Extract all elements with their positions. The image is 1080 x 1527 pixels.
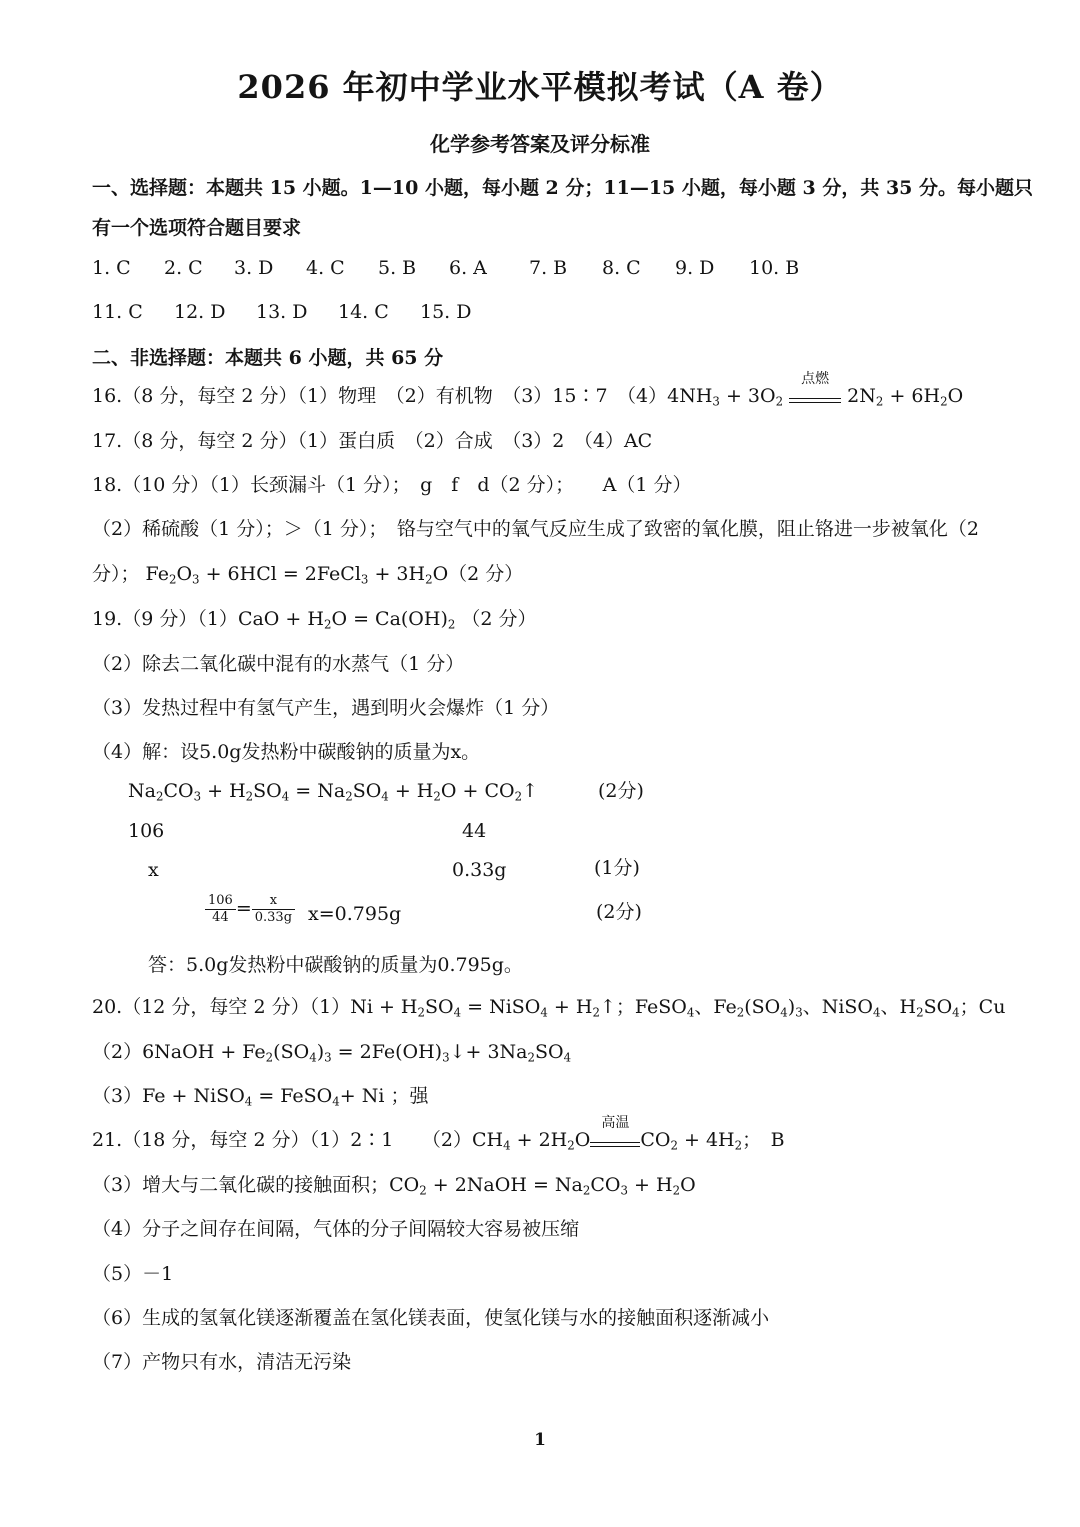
q21-line6: （7）产物只有水，清洁无污染 <box>92 1351 352 1373</box>
q20-line2: （2）6NaOH + $Fe_2(SO_4)_3$ = $2Fe(OH)_3↓+ 3Na_2SO_4$ <box>92 1041 572 1065</box>
q20-line1: 20.（12 分，每空 2 分）$(1)Ni + H_2SO_4$ = NiSO$_4$ + $H_2↑$；FeSO$_4$、$Fe_2(SO_4)_3$、NiSO$_4$、$H_2SO_4$；Cu <box>92 996 1006 1020</box>
mc-answer: 9. D <box>675 257 715 279</box>
q21-line2: （3）增大与二氧化碳的接触面积；$CO_2$ + 2NaOH = $Na_2CO_3 + H_2O$ <box>92 1174 696 1198</box>
mc-answers-row1 <box>92 255 799 281</box>
mc-answer: 1. C <box>92 257 131 279</box>
q18-line2: （2）稀硫酸（1 分）；＞（1 分）； 铬与空气中的氧气反应生成了致密的氧化膜，阻止铬进一步被氧化（2 <box>92 518 979 540</box>
section2-heading: 二、非选择题：本题共 6 小题，共 65 分 <box>92 347 444 369</box>
page-number: 1 <box>534 1430 546 1450</box>
unknown-variable: x <box>148 859 159 881</box>
mc-answer: 13. D <box>256 301 308 323</box>
mc-answer: 5. B <box>378 257 417 279</box>
q19-line2: （2）除去二氧化碳中混有的水蒸气（1 分） <box>92 653 465 675</box>
q17-answer: 17.（8 分，每空 2 分）（1）蛋白质 （2）合成 （3）2 （4）AC <box>92 430 653 452</box>
reaction-condition: 高温 <box>590 1132 640 1153</box>
proportion-equation: $\frac{106}{44}$ = $\frac{x}{0.33g}$ <box>205 893 295 926</box>
q21-line1: 21.（18 分，每空 2 分）（1）2∶1 $(2)CH_4 + 2H_2O$ 高温 $CO_2 + 4H_2$； B <box>92 1115 785 1153</box>
score-note: (2分) <box>596 901 642 923</box>
mc-answers-row2 <box>92 299 472 325</box>
q19-line4: （4）解：设5.0g发热粉中碳酸钠的质量为x。 <box>92 741 481 763</box>
page-title: 2026 年初中学业水平模拟考试（A 卷） <box>237 68 843 106</box>
reaction-condition: 点燃 <box>789 388 841 409</box>
chemical-equation: $Na_2CO_3 + H_2SO_4 = Na_2SO_4 + H_2O$ + $CO_2↑$ <box>128 780 538 804</box>
q21-line4: （5）－1 <box>92 1263 174 1285</box>
section1-heading-cont: 有一个选项符合题目要求 <box>92 217 302 239</box>
molar-mass-value: 106 <box>128 820 165 842</box>
given-mass: 0.33g <box>452 859 507 881</box>
mc-answer: 11. C <box>92 301 143 323</box>
mc-answer: 3. D <box>234 257 274 279</box>
mc-answer: 7. B <box>529 257 568 279</box>
mc-answer: 15. D <box>420 301 472 323</box>
q19-conclusion: 答：5.0g发热粉中碳酸钠的质量为0.795g。 <box>148 954 523 976</box>
mc-answer: 12. D <box>174 301 226 323</box>
mc-answer: 8. C <box>602 257 641 279</box>
mc-answer: 6. A <box>449 257 487 279</box>
score-note: (1分) <box>594 857 640 879</box>
q21-line5: （6）生成的氢氧化镁逐渐覆盖在氢化镁表面，使氢化镁与水的接触面积逐渐减小 <box>92 1307 770 1329</box>
score-note: (2分) <box>598 780 644 802</box>
q19-line3: （3）发热过程中有氢气产生，遇到明火会爆炸（1 分） <box>92 697 560 719</box>
q16-answer: 16.（8 分，每空 2 分）（1）物理 （2）有机物 （3）15∶7 $(4)4NH_3 + 3O_2$ 点燃 $2N_2 + 6H_2O$ <box>92 371 964 409</box>
mc-answer: 10. B <box>749 257 800 279</box>
mc-answer: 14. C <box>338 301 389 323</box>
section1-heading: 一、选择题：本题共 15 小题。1—10 小题，每小题 2 分；11—15 小题，每小题 3 分，共 35 分。每小题只 <box>92 177 1034 199</box>
page-subtitle: 化学参考答案及评分标准 <box>430 132 650 156</box>
q18-line1: 18.（10 分）（1）长颈漏斗（1 分）； g f d（2 分）； A（1 分） <box>92 474 692 496</box>
solution-value: x=0.795g <box>308 903 402 925</box>
q21-line3: （4）分子之间存在间隔，气体的分子间隔较大容易被压缩 <box>92 1218 580 1240</box>
mc-answer: 4. C <box>306 257 345 279</box>
molar-mass-value: 44 <box>462 820 487 842</box>
q19-line1: 19.（9 分）$(1)CaO + H_2O = Ca(OH)_2$ （2 分） <box>92 608 537 632</box>
q18-line3: 分）； $Fe_2O_3 + 6HCl$ = 2FeCl$_3$ + $3H_2O(2$ 分） <box>92 563 524 587</box>
q20-line3: （3）Fe + NiSO$_4$ = FeSO$_4$+ Ni ；强 <box>92 1085 429 1109</box>
mc-answer: 2. C <box>164 257 203 279</box>
